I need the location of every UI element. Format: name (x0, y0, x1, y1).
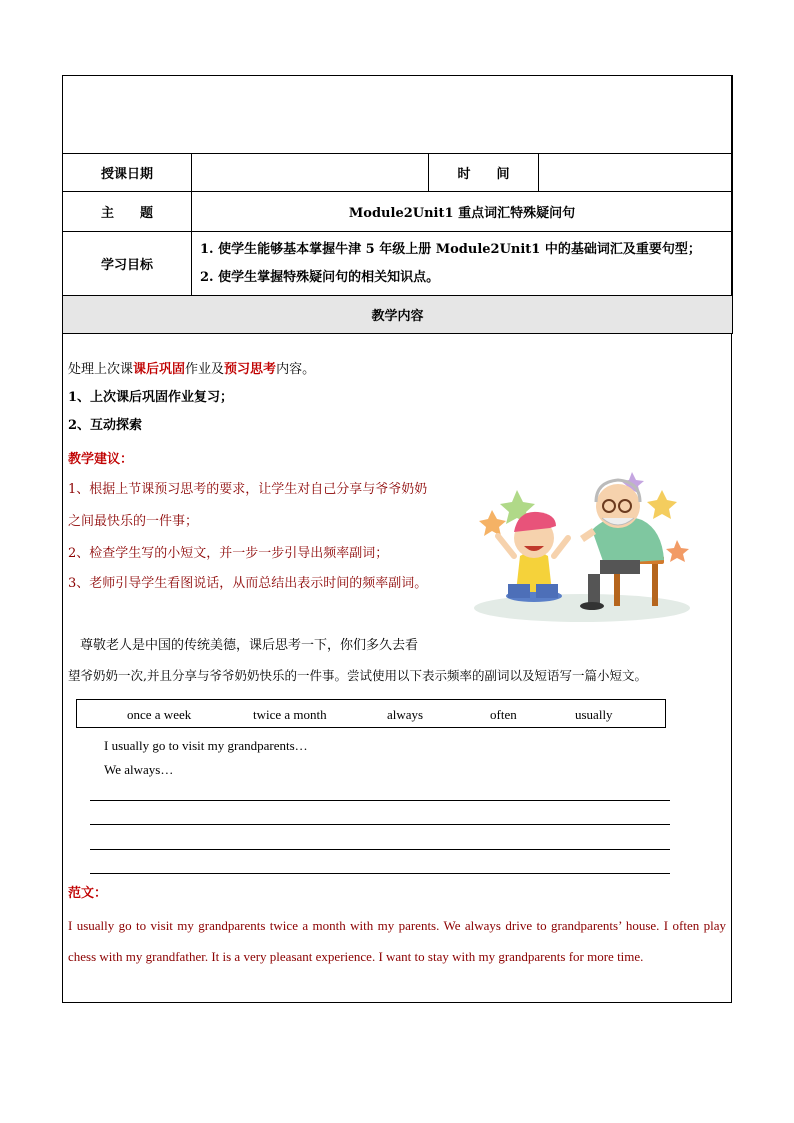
blank-top-cell (63, 76, 733, 154)
intro-text-end: 内容。 (276, 362, 316, 377)
answer-line-1[interactable] (90, 800, 670, 801)
time-label: 时 间 (429, 154, 539, 192)
suggest-3: 3、老师引导学生看图说话，从而总结出表示时间的频率副词。 (68, 576, 428, 591)
answer-line-3[interactable] (90, 849, 670, 850)
goal-label: 学习目标 (63, 232, 192, 296)
intro-text-mid: 作业及 (185, 362, 225, 377)
intro-highlight-1: 课后巩固 (133, 362, 186, 377)
model-essay: I usually go to visit my grandparents twice a month with my parents. We always drive to grandparents’ house. I often play chess with my grandfather. It is a very pleasant experience. I want to stay with my grandparents for more time. (68, 918, 726, 964)
topic-value: Module2Unit1 重点词汇特殊疑问句 (192, 192, 733, 232)
word-often: often (490, 707, 517, 722)
frequency-word-box (76, 699, 666, 728)
suggest-1b: 之间最快乐的一件事； (68, 514, 199, 529)
suggest-1a: 1、根据上节课预习思考的要求，让学生对自己分享与爷爷奶奶 (68, 482, 428, 497)
date-label: 授课日期 (63, 154, 192, 192)
topic-label: 主 题 (63, 192, 192, 232)
word-once-a-week: once a week (127, 707, 192, 722)
item-2: 2、互动探索 (68, 418, 143, 433)
word-always: always (387, 707, 424, 722)
intro-line (68, 358, 315, 377)
word-twice-a-month: twice a month (253, 707, 327, 722)
date-value (192, 154, 429, 192)
suggest-title: 教学建议： (68, 452, 134, 467)
answer-line-2[interactable] (90, 824, 670, 825)
goal-list (192, 232, 733, 296)
word-usually: usually (575, 707, 613, 722)
lesson-header-table (62, 75, 733, 334)
suggest-2: 2、检查学生写的小短文，并一步一步引导出频率副词； (68, 546, 389, 561)
goal-item-2: 2. 使学生掌握特殊疑问句的相关知识点。 (200, 269, 440, 285)
intro-highlight-2: 预习思考 (224, 362, 277, 377)
time-value (539, 154, 733, 192)
item-1: 1、上次课后巩固作业复习； (68, 390, 234, 405)
starter-sentence-1: I usually go to visit my grandparents… (104, 738, 308, 753)
goal-item-1: 1. 使学生能够基本掌握牛津 5 年级上册 Module2Unit1 中的基础词汇及重要句型； (200, 241, 701, 257)
grandfather-and-child-illustration (462, 460, 694, 630)
intro-text: 处理上次课 (68, 362, 134, 377)
model-title: 范文： (68, 886, 108, 901)
prompt-line-1: 尊敬老人是中国的传统美德，课后思考一下，你们多久去看 (80, 638, 419, 653)
illustration-svg (462, 460, 694, 630)
starter-sentence-2: We always… (104, 762, 174, 777)
section-title: 教学内容 (63, 296, 733, 334)
answer-line-4[interactable] (90, 873, 670, 874)
prompt-line-2: 望爷奶奶一次,并且分享与爷爷奶奶快乐的一件事。尝试使用以下表示频率的副词以及短语写一篇小短文。 (68, 668, 647, 683)
